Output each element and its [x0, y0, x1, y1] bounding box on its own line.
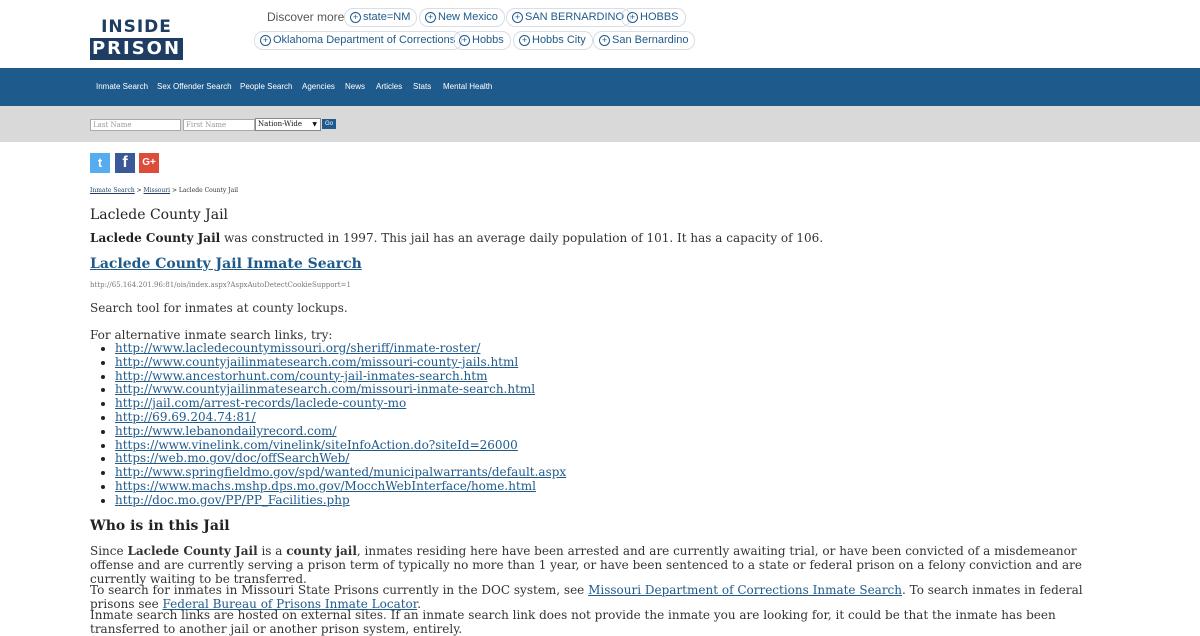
discover-chip[interactable]: [506, 8, 631, 27]
list-item: [115, 342, 566, 356]
twitter-icon[interactable]: t: [90, 153, 110, 173]
list-item: [115, 494, 566, 508]
alt-link[interactable]: http://www.lebanondailyrecord.com/: [115, 423, 337, 438]
discover-chip[interactable]: [344, 8, 417, 27]
nav-item-stats[interactable]: Stats: [413, 82, 432, 91]
who-text: is a: [257, 544, 287, 558]
logo-line-prison: PRISON: [91, 38, 182, 59]
alt-links-list: [90, 342, 566, 508]
list-item: [115, 411, 566, 425]
list-item: [115, 452, 566, 466]
site-logo[interactable]: [90, 17, 183, 60]
who-jail-type: county jail: [286, 544, 357, 558]
list-item: [115, 397, 566, 411]
nav-item-mental-health[interactable]: Mental Health: [443, 82, 493, 91]
federal-bop-locator-link[interactable]: Federal Bureau of Prisons Inmate Locator: [162, 597, 418, 611]
nav-item-inmate-search[interactable]: Inmate Search: [96, 82, 149, 91]
alt-links-intro: For alternative inmate search links, try:: [90, 328, 333, 342]
chip-label: HOBBS: [640, 11, 679, 23]
who-paragraph-3: Inmate search links are hosted on external sites. If an inmate search link does not provide the inmate you are looking for, it could be that the inmate has been transferred to another jail or another prison system, entirely.: [90, 608, 1056, 636]
plus-circle-icon: +: [512, 12, 523, 23]
intro-description: was constructed in 1997. This jail has an average daily population of 101. It has a capacity of 106.: [220, 231, 824, 245]
breadcrumb-missouri[interactable]: Missouri: [143, 187, 171, 194]
plus-circle-icon: +: [599, 35, 610, 46]
plus-circle-icon: +: [459, 35, 470, 46]
plus-circle-icon: +: [519, 35, 530, 46]
discover-label: Discover more: [267, 10, 345, 24]
nav-item-people-search[interactable]: People Search: [240, 82, 293, 91]
list-item: [115, 480, 566, 494]
plus-circle-icon: +: [260, 35, 271, 46]
intro-text: [90, 231, 823, 246]
alt-link[interactable]: http://69.69.204.74:81/: [115, 409, 256, 424]
last-name-input[interactable]: Last Name: [90, 119, 181, 131]
chip-label: Hobbs: [472, 34, 504, 46]
chevron-down-icon: ▼: [312, 121, 317, 128]
who-text: . To search inmates in federal prisons see: [90, 583, 1083, 611]
list-item: [115, 370, 566, 384]
search-bar: [0, 106, 1200, 142]
search-tool-text: Search tool for inmates at county lockups.: [90, 301, 348, 315]
google-plus-icon[interactable]: G+: [139, 153, 159, 173]
breadcrumb-current: Laclede County Jail: [178, 187, 239, 194]
chip-label: SAN BERNARDINO: [525, 11, 625, 23]
alt-link[interactable]: http://www.countyjailinmatesearch.com/missouri-inmate-search.html: [115, 382, 536, 397]
alt-link[interactable]: https://www.machs.mshp.dps.mo.gov/MocchWebInterface/home.html: [115, 478, 536, 493]
breadcrumb: Inmate Search > Missouri > Laclede County Jail: [90, 187, 239, 194]
discover-chip[interactable]: [419, 8, 505, 27]
chip-label: Hobbs City: [532, 34, 586, 46]
list-item: [115, 439, 566, 453]
plus-circle-icon: +: [350, 12, 361, 23]
alt-link[interactable]: https://web.mo.gov/doc/offSearchWeb/: [115, 451, 350, 466]
first-name-input[interactable]: First Name: [183, 119, 255, 131]
plus-circle-icon: +: [425, 12, 436, 23]
site-header: [0, 0, 1200, 68]
alt-link[interactable]: http://jail.com/arrest-records/laclede-county-mo: [115, 396, 407, 411]
nav-item-articles[interactable]: Articles: [376, 82, 403, 91]
who-text: , inmates residing here have been arrested and are currently awaiting trial, or have been convicted of a misdemeanor offense and are currently serving a prison term of typically no more than 1 year, or have been sentenced to a state or federal prison on a felony conviction and are currently waiting to be transferred.: [90, 544, 1082, 586]
alt-link[interactable]: http://www.springfieldmo.gov/spd/wanted/municipalwarrants/default.aspx: [115, 465, 567, 480]
who-heading: Who is in this Jail: [90, 518, 230, 534]
list-item: [115, 356, 566, 370]
nav-item-news[interactable]: News: [345, 82, 366, 91]
mo-doc-inmate-search-link[interactable]: Missouri Department of Corrections Inmate Search: [588, 583, 903, 597]
discover-chip[interactable]: [513, 31, 593, 50]
go-button[interactable]: Go: [322, 119, 336, 129]
facebook-icon[interactable]: f: [115, 153, 135, 173]
intro-jail-name: Laclede County Jail: [90, 231, 221, 245]
logo-line-inside: INSIDE: [101, 17, 172, 37]
discover-chip[interactable]: [254, 31, 462, 50]
breadcrumb-inmate-search[interactable]: Inmate Search: [90, 187, 135, 194]
scope-select-value: Nation-Wide: [258, 120, 302, 128]
who-paragraph-1: [90, 544, 1110, 586]
discover-chip[interactable]: [453, 31, 511, 50]
main-nav: [0, 68, 1200, 106]
inmate-search-url: http://65.164.201.96:81/ois/index.aspx?AspxAutoDetectCookieSupport=1: [90, 281, 351, 289]
discover-chip[interactable]: [621, 8, 686, 27]
alt-link[interactable]: http://doc.mo.gov/PP/PP_Facilities.php: [115, 492, 350, 507]
who-jail-name: Laclede County Jail: [127, 544, 258, 558]
list-item: [115, 425, 566, 439]
page-title: Laclede County Jail: [90, 207, 229, 223]
nav-item-agencies[interactable]: Agencies: [302, 82, 335, 91]
chip-label: New Mexico: [438, 11, 498, 23]
who-paragraph-2: [90, 583, 1110, 611]
alt-link[interactable]: http://www.countyjailinmatesearch.com/missouri-county-jails.html: [115, 354, 519, 369]
list-item: [115, 466, 566, 480]
chip-label: state=NM: [363, 11, 411, 23]
chip-label: San Bernardino: [612, 34, 689, 46]
alt-link[interactable]: https://www.vinelink.com/vinelink/siteInfoAction.do?siteId=26000: [115, 437, 518, 452]
inmate-search-link[interactable]: Laclede County Jail Inmate Search: [90, 256, 362, 272]
list-item: [115, 383, 566, 397]
plus-circle-icon: +: [627, 12, 638, 23]
who-text: Since: [90, 544, 128, 558]
who-text: .: [417, 597, 422, 611]
scope-select[interactable]: [255, 118, 321, 131]
nav-item-sex-offender-search[interactable]: Sex Offender Search: [157, 82, 232, 91]
chip-label: Oklahoma Department of Corrections: [273, 34, 456, 46]
alt-link[interactable]: http://www.lacledecountymissouri.org/sheriff/inmate-roster/: [115, 341, 481, 355]
discover-chip[interactable]: [593, 31, 695, 50]
alt-link[interactable]: http://www.ancestorhunt.com/county-jail-inmates-search.htm: [115, 368, 488, 383]
who-text: To search for inmates in Missouri State Prisons currently in the DOC system, see: [90, 583, 589, 597]
